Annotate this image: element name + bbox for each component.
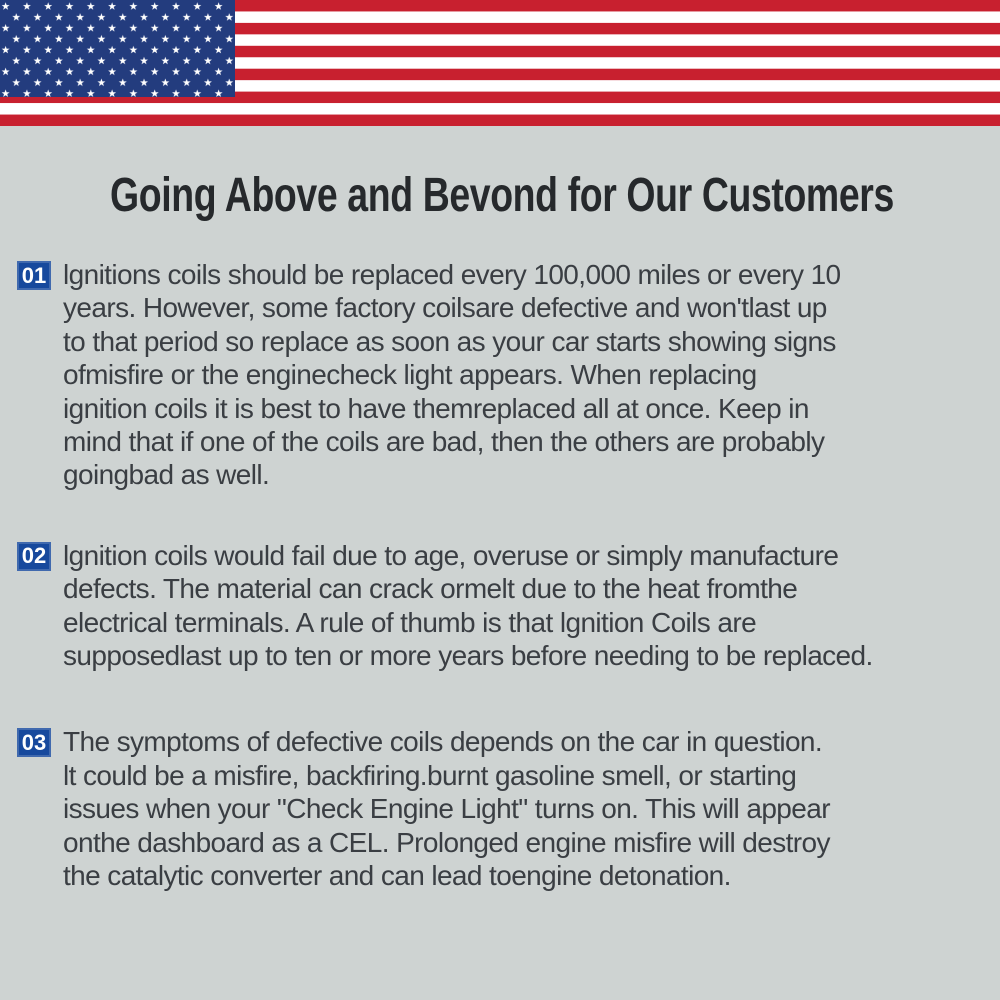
text-line: issues when your "Check Engine Light" turns on. This will appear [63, 793, 830, 825]
text-line: The symptoms of defective coils depends on the car in question. [63, 726, 823, 758]
us-flag-icon [0, 0, 1000, 126]
item-text [63, 539, 873, 673]
text-line: mind that if one of the coils are bad, then the others are probably [63, 426, 825, 458]
text-line: to that period so replace as soon as your car starts showing signs [63, 325, 836, 357]
text-line: ofmisfire or the enginecheck light appears. When replacing [63, 359, 757, 391]
text-line: lgnition coils would fail due to age, overuse or simply manufacture [63, 539, 839, 571]
text-line: years. However, some factory coilsare defective and won'tlast up [63, 292, 827, 324]
text-line: goingbad as well. [63, 459, 270, 491]
text-line: supposedlast up to ten or more years before needing to be replaced. [63, 640, 873, 672]
text-line: electrical terminals. A rule of thumb is that lgnition Coils are [63, 606, 757, 638]
text-line: onthe dashboard as a CEL. Prolonged engine misfire will destroy [63, 826, 830, 858]
item-number-badge: 02 [17, 542, 51, 571]
text-line: lt could be a misfire, backfiring.burnt gasoline smell, or starting [63, 759, 797, 791]
item-text [63, 725, 830, 892]
list-item-01 [17, 258, 985, 492]
text-line: the catalytic converter and can lead toengine detonation. [63, 860, 731, 892]
page-title: Going Above and Bevond for Our Customers [110, 169, 894, 222]
list-item-03 [17, 725, 985, 892]
item-text [63, 258, 841, 492]
text-line: lgnitions coils should be replaced every 100,000 miles or every 10 [63, 259, 841, 290]
points-list [0, 258, 1000, 893]
list-item-02 [17, 539, 985, 673]
text-line: defects. The material can crack ormelt due to the heat fromthe [63, 573, 798, 605]
text-line: ignition coils it is best to have themreplaced all at once. Keep in [63, 392, 809, 424]
item-number-badge: 01 [17, 261, 51, 290]
item-number-badge: 03 [17, 728, 51, 757]
